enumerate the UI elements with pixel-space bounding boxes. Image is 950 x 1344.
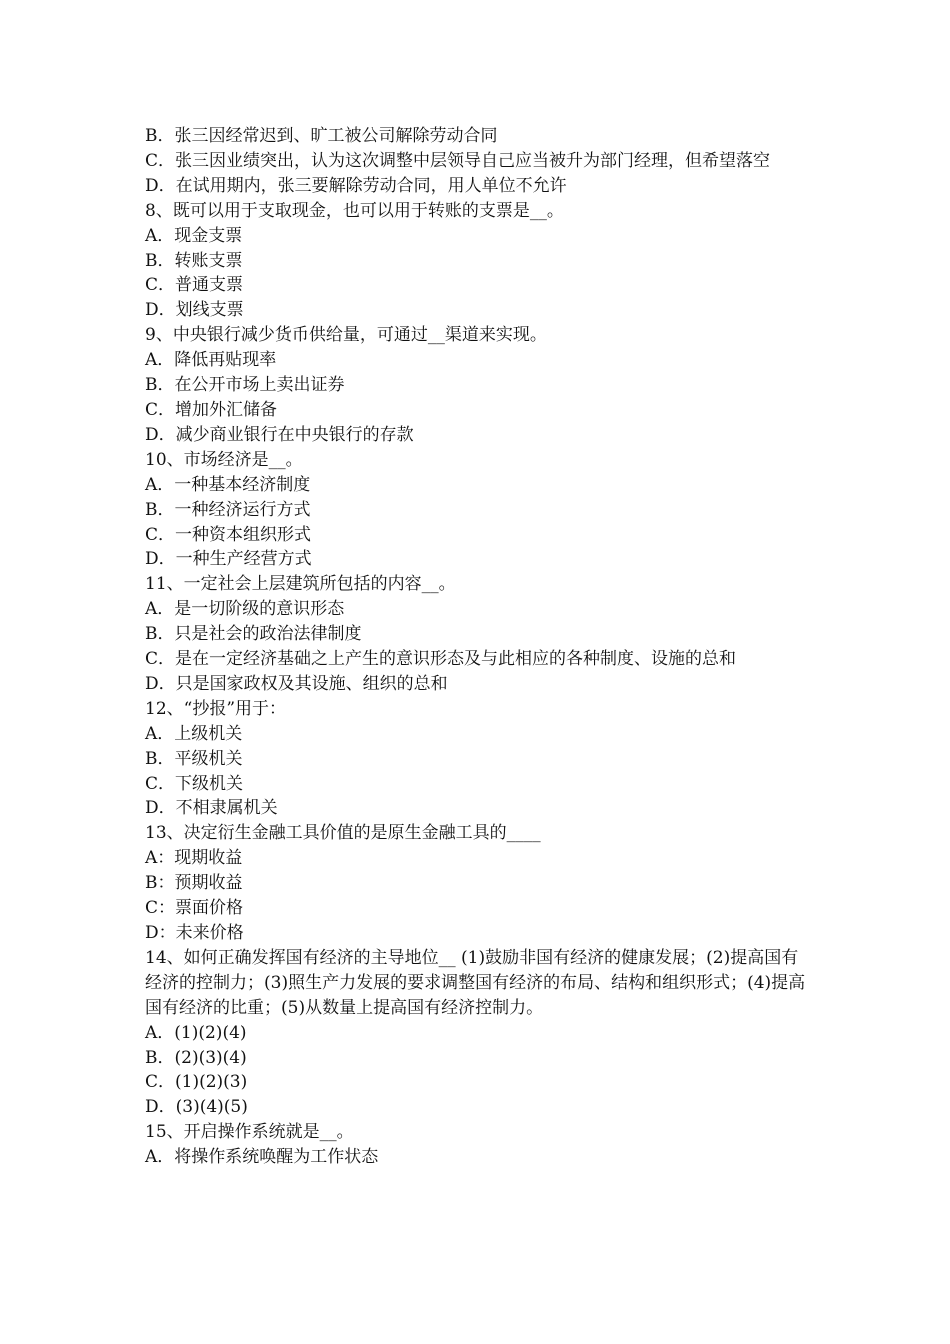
option-line: B．转账支票 bbox=[145, 250, 243, 271]
question-line: 14、如何正确发挥国有经济的主导地位__ (1)鼓励非国有经济的健康发展；(2)提高国有经济的控制力；(3)照生产力发展的要求调整国有经济的布局、结构和组织形式；(4)提高国有经济的比重；(5)从数量上提高国有经济控制力。 bbox=[145, 947, 806, 1018]
question-line: 11、一定社会上层建筑所包括的内容__。 bbox=[145, 574, 456, 595]
question-line: 9、中央银行减少货币供给量，可通过__渠道来实现。 bbox=[145, 325, 547, 346]
option-line: D．一种生产经营方式 bbox=[145, 549, 312, 570]
option-line: B．张三因经常迟到、旷工被公司解除劳动合同 bbox=[145, 126, 498, 146]
question-line: 10、市场经济是__。 bbox=[145, 449, 303, 470]
option-line: A：现期收益 bbox=[145, 848, 243, 869]
option-line: B．(2)(3)(4) bbox=[145, 1047, 247, 1068]
option-line: C：票面价格 bbox=[145, 898, 244, 919]
option-line: D．在试用期内，张三要解除劳动合同，用人单位不允许 bbox=[145, 175, 567, 196]
option-line: D．(3)(4)(5) bbox=[145, 1097, 248, 1118]
option-line: B．一种经济运行方式 bbox=[145, 499, 311, 520]
option-line: D．只是国家政权及其设施、组织的总和 bbox=[145, 673, 448, 694]
option-line: C．普通支票 bbox=[145, 275, 244, 296]
option-line: D．减少商业银行在中央银行的存款 bbox=[145, 424, 414, 445]
option-line: C．增加外汇储备 bbox=[145, 399, 278, 420]
option-line: B．在公开市场上卖出证券 bbox=[145, 375, 345, 396]
document-page bbox=[145, 124, 810, 1170]
option-line: C．(1)(2)(3) bbox=[145, 1072, 248, 1093]
option-line: A．一种基本经济制度 bbox=[145, 474, 311, 495]
option-line: C．一种资本组织形式 bbox=[145, 524, 312, 545]
option-line: B．平级机关 bbox=[145, 748, 243, 769]
option-line: C．张三因业绩突出，认为这次调整中层领导自己应当被升为部门经理，但希望落空 bbox=[145, 150, 771, 171]
question-line: 8、既可以用于支取现金，也可以用于转账的支票是__。 bbox=[145, 200, 564, 221]
option-line: A．上级机关 bbox=[145, 723, 243, 744]
option-line: B．只是社会的政治法律制度 bbox=[145, 624, 362, 645]
option-line: A．现金支票 bbox=[145, 225, 243, 246]
option-line: A．是一切阶级的意识形态 bbox=[145, 599, 345, 620]
option-line: A．降低再贴现率 bbox=[145, 350, 277, 371]
option-line: D．划线支票 bbox=[145, 300, 244, 321]
option-line: B：预期收益 bbox=[145, 873, 243, 894]
option-line: D：未来价格 bbox=[145, 923, 244, 943]
option-line: C．下级机关 bbox=[145, 773, 244, 794]
option-line: A．将操作系统唤醒为工作状态 bbox=[145, 1147, 379, 1168]
option-line: D．不相隶属机关 bbox=[145, 798, 278, 819]
option-line: C．是在一定经济基础之上产生的意识形态及与此相应的各种制度、设施的总和 bbox=[145, 649, 737, 670]
question-line: 12、“抄报”用于： bbox=[145, 698, 287, 719]
question-line: 13、决定衍生金融工具价值的是原生金融工具的____ bbox=[145, 823, 541, 844]
question-line: 15、开启操作系统就是__。 bbox=[145, 1122, 354, 1143]
option-line: A．(1)(2)(4) bbox=[145, 1022, 247, 1043]
